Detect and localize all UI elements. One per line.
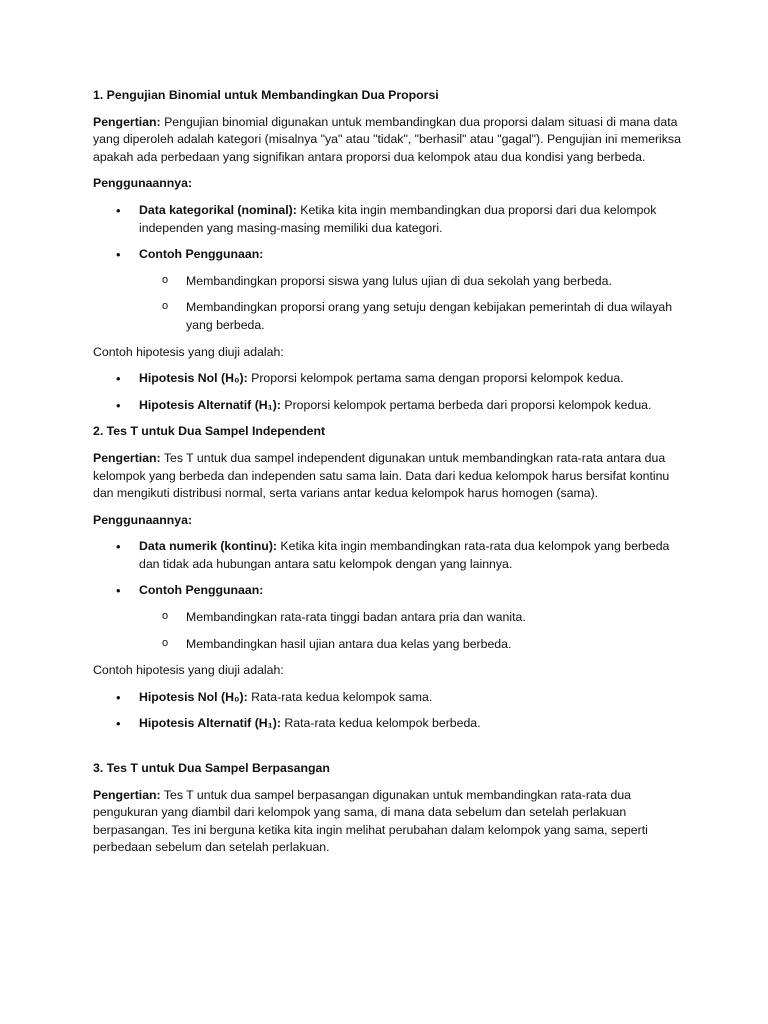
definition-text: Tes T untuk dua sampel independent digunakan untuk membandingkan rata-rata antara dua kelompok yang berbeda dan independen satu sama lain. Data dari kedua kelompok harus bersifat kontinu dan mengikuti distribusi normal, serta varians antar kedua kelompok harus homogen (sama). xyxy=(93,450,670,501)
spacer xyxy=(93,742,688,760)
definition-label: Pengertian: xyxy=(93,787,161,802)
section-2-usage-list xyxy=(93,538,688,653)
section-2-heading: 2. Tes T untuk Dua Sampel Independent xyxy=(93,424,326,439)
section-2-definition xyxy=(93,450,688,503)
section-2-hypothesis-intro: Contoh hipotesis yang diuji adalah: xyxy=(93,663,284,678)
section-2-hypothesis-list xyxy=(93,689,688,733)
definition-text: Pengujian binomial digunakan untuk membandingkan dua proporsi dalam situasi di mana data yang diperoleh adalah kategori (misalnya "ya" atau "tidak", "berhasil" atau "gagal"). Pengujian ini memeriksa apakah ada perbedaan yang signifikan antara proporsi dua kelompok atau dua kondisi yang berbeda. xyxy=(93,114,681,164)
section-1-hypothesis-list xyxy=(93,370,688,414)
definition-text: Tes T untuk dua sampel berpasangan digunakan untuk membandingkan rata-rata dua pengukuran yang diambil dari kelompok yang sama, di mana data sebelum dan setelah perlakuan berpasangan. Tes ini berguna ketika kita ingin melihat perubahan dalam kelompok yang sama, seperti perbedaan sebelum dan setelah perlakuan. xyxy=(93,787,648,855)
example-sublist xyxy=(139,273,688,335)
definition-label: Pengertian: xyxy=(93,114,161,129)
list-item: • Contoh Penggunaan: o Membandingkan rata-rata tinggi badan antara pria dan wanita. o Membandingkan hasil ujian antara dua kelas yang berbeda. xyxy=(93,582,688,653)
list-item: • Contoh Penggunaan: o Membandingkan proporsi siswa yang lulus ujian di dua sekolah yang berbeda. o Membandingkan proporsi orang yang setuju dengan kebijakan pemerintah di dua wilayah yang berbeda. xyxy=(93,246,688,334)
section-1-usage-label: Penggunaannya: xyxy=(93,176,193,191)
section-3-definition xyxy=(93,787,688,857)
sub-list-item: o Membandingkan proporsi orang yang setuju dengan kebijakan pemerintah di dua wilayah yang berbeda. xyxy=(139,299,688,334)
sub-list-item: o Membandingkan proporsi siswa yang lulus ujian di dua sekolah yang berbeda. xyxy=(139,273,688,291)
section-1-usage-list xyxy=(93,202,688,335)
section-2-usage-label: Penggunaannya: xyxy=(93,512,193,527)
list-item: • Data kategorikal (nominal): Ketika kita ingin membandingkan dua proporsi dari dua kelompok independen yang masing-masing memiliki dua kategori. xyxy=(93,202,688,237)
list-item: • Hipotesis Nol (H₀): Proporsi kelompok pertama sama dengan proporsi kelompok kedua. xyxy=(93,370,688,388)
list-item: • Hipotesis Alternatif (H₁): Rata-rata kedua kelompok berbeda. xyxy=(93,715,688,733)
sub-list-item: o Membandingkan rata-rata tinggi badan antara pria dan wanita. xyxy=(139,609,688,627)
section-1-heading: 1. Pengujian Binomial untuk Membandingkan Dua Proporsi xyxy=(93,88,439,102)
definition-label: Pengertian: xyxy=(93,450,161,465)
section-1-hypothesis-intro: Contoh hipotesis yang diuji adalah: xyxy=(93,344,284,359)
list-item: • Hipotesis Alternatif (H₁): Proporsi kelompok pertama berbeda dari proporsi kelompok kedua. xyxy=(93,397,688,415)
section-3-heading: 3. Tes T untuk Dua Sampel Berpasangan xyxy=(93,761,330,776)
example-sublist xyxy=(139,609,688,653)
list-item: • Hipotesis Nol (H₀): Rata-rata kedua kelompok sama. xyxy=(93,689,688,707)
sub-list-item: o Membandingkan hasil ujian antara dua kelas yang berbeda. xyxy=(139,636,688,654)
list-item: • Data numerik (kontinu): Ketika kita ingin membandingkan rata-rata dua kelompok yang berbeda dan tidak ada hubungan antara satu kelompok dengan yang lainnya. xyxy=(93,538,688,573)
section-1-definition xyxy=(93,114,688,167)
